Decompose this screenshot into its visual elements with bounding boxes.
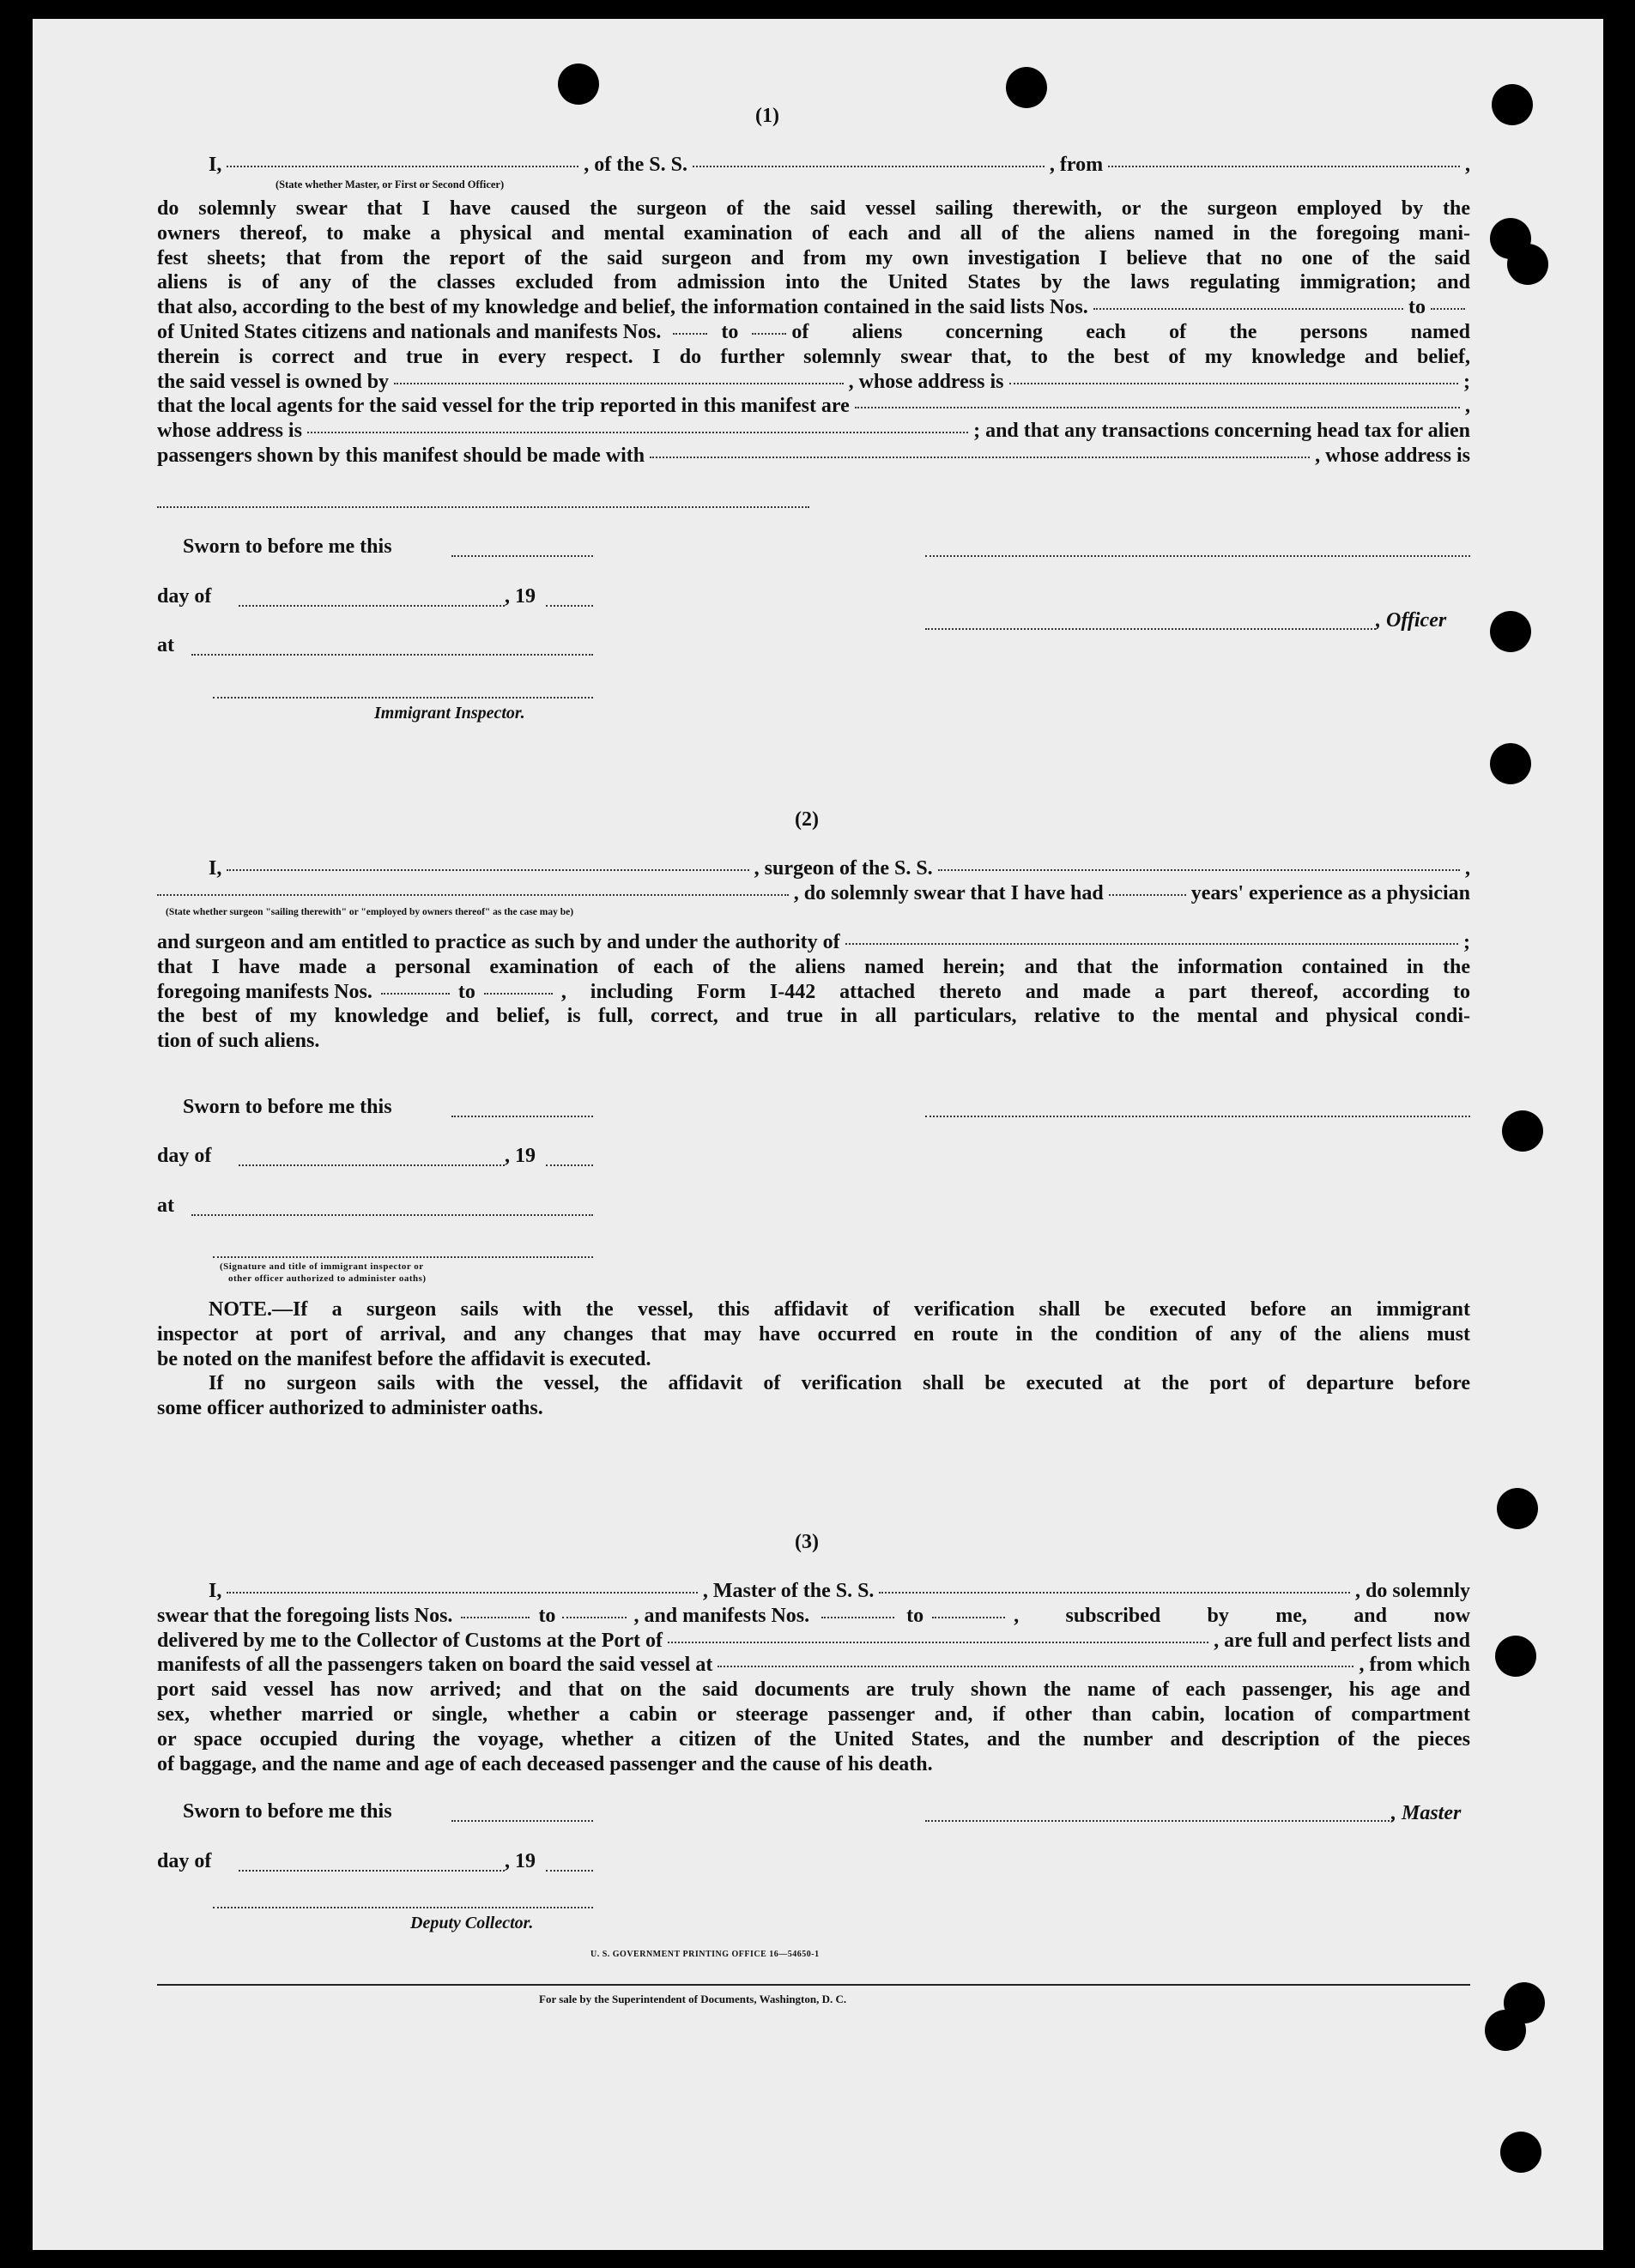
inspector-signature-field[interactable] bbox=[213, 697, 593, 699]
punch-hole bbox=[1502, 1110, 1543, 1152]
punch-hole bbox=[1485, 2010, 1526, 2051]
owner-address-field[interactable] bbox=[1009, 383, 1459, 384]
manifests-from-field[interactable] bbox=[673, 333, 707, 335]
surgeon-status-field[interactable] bbox=[157, 894, 789, 896]
sworn-date-field-2[interactable] bbox=[451, 1116, 593, 1117]
lists-from-field[interactable] bbox=[1093, 308, 1403, 310]
lists-to-field[interactable] bbox=[1431, 308, 1465, 310]
year-field[interactable] bbox=[546, 605, 593, 607]
punch-hole bbox=[1507, 244, 1548, 285]
officer-name-field[interactable] bbox=[227, 166, 578, 167]
punch-hole bbox=[1490, 743, 1531, 784]
head-tax-field[interactable] bbox=[650, 457, 1310, 458]
owner-field[interactable] bbox=[394, 383, 844, 384]
section-1-heading: (1) bbox=[755, 105, 779, 127]
section-1-line-1: I, , of the S. S. , from , bbox=[157, 153, 1470, 178]
master-label: , Master bbox=[1391, 1802, 1462, 1824]
surgeon-vessel-field[interactable] bbox=[938, 869, 1460, 871]
inspector-signature-field-2[interactable] bbox=[213, 1256, 593, 1258]
section-2-line-1: I, , surgeon of the S. S. , , do solemnly swear that I have had years' experience as a physician bbox=[157, 856, 1470, 906]
ss-label: , of the S. S. bbox=[584, 154, 687, 176]
officer-label: , Officer bbox=[1376, 609, 1447, 632]
port-field[interactable] bbox=[668, 1642, 1208, 1643]
year-field-3[interactable] bbox=[546, 1870, 593, 1872]
section-3-paragraph: I, , Master of the S. S. , do solemnly swear that the foregoing lists Nos. to , and manifests Nos. to , subscribed by me, and now delivered by me to the Collector of Customs at the Port of , are full and perfect lists and manifests of all the passengers taken on board the said vessel at , from which port said vessel has now arrived; and that on the said documents are truly shown the name of each passenger, his age and sex, whether married or single, whether a cabin or steerage passenger and, if other than cabin, location of compartment or space occupied during the voyage, whether a citizen of the United States, and the number and description of the pieces of baggage, and the name and age of each deceased passenger and the cause of his death. bbox=[157, 1580, 1470, 1775]
punch-hole bbox=[1500, 2132, 1541, 2173]
section-2-paragraph: and surgeon and am entitled to practice as such by and under the authority of ; that I have made a personal examination of each of the aliens named herein; and that the information contained in the foregoing manifests Nos. to , including Form I-442 attached thereto and made a part thereof, according to the best of my knowledge and belief, is full, correct, and true in all particulars, relative to the mental and physical condi- tion of such aliens. bbox=[157, 931, 1470, 1053]
officer-signature-field[interactable] bbox=[925, 555, 1470, 557]
punch-hole bbox=[1495, 1636, 1536, 1677]
surgeon-note: (State whether surgeon "sailing therewith" or "employed by owners thereof" as the case may be) bbox=[166, 907, 574, 917]
from-port-field[interactable] bbox=[1108, 166, 1460, 167]
officer-title-field[interactable] bbox=[925, 628, 1376, 630]
master-lists-to-field[interactable] bbox=[562, 1617, 627, 1618]
boarding-port-field[interactable] bbox=[718, 1666, 1353, 1667]
footer-rule bbox=[157, 1984, 1470, 1986]
manifests-to-field[interactable] bbox=[752, 333, 786, 335]
authority-field[interactable] bbox=[845, 943, 1458, 945]
form-page: (1) I, , of the S. S. , from , (State whether Master, or First or Second Officer) do solemnly swear that I have caused the surgeon of the said vessel sailing therewith, or the surgeon employed by the owners thereof, to make a physical and mental examination of each and all of the aliens named in the foregoing mani- fest sheets; that from the report of the said surgeon and from my own investigation I believe that no one of the said aliens is of any of the classes excluded from admission into the United States by the laws regulating immigration; and that also, according to the best of my knowledge and belief, the information contained in the said lists Nos. to of United States citizens and nationals and manifests Nos. to of aliens concerning each of the persons named therein is correct and true in every respect. I do further solemnly swear that, to the best of my knowledge and belief, the said vessel is owned by , whose address is ; that the local agents for the said vessel for the trip reported in this manifest are , whose address is ; and that any transactions concerning head tax for alien passengers shown by this manifest should be made with , whose address is Sworn to before me this day of , 19 , Officer at Immigrant Inspector. (2) I, , surgeon of the S. S. , , do solemnly swear that I have had years' experience as a physician (State whether surgeon "sailing therewith" or "employed by owners thereof" as the case may be) and surgeon and am entitled to practice as such by and under the authority of ; that I have made a personal examination of each of the aliens named herein; and that the information contained in the foregoing manifests Nos. to , including Form I-442 attached thereto and made a part thereof, according to the best of my knowledge and belief, is full, correct, and true in all particulars, relative to the mental and physical condi- tion of such aliens. Sworn to before me this day of , 19 at (Signature and title of immigrant inspector or other officer authorized to administer oaths) NOTE.—If a surgeon sails with the vessel, this affidavit of verification shall be executed before an immigrant inspector at port of arrival, and any changes that may have occurred en route in the condition of any of the aliens must be noted on the manifest before the affidavit is executed. If no surgeon sails with the vessel, the affidavit of verification shall be executed at the port of departure before some officer authorized to administer oaths. (3) I, , Master of the S. S. , do solemnly swear that the foregoing lists Nos. to , and manifests Nos. to , subscribed by me, and now delivered by me to the Collector of Customs at the Port of , are full and perfect lists and manifests of all the passengers taken on board the said vessel at , from which port said vessel has now arrived; and that on the said documents are truly shown the name of each passenger, his age and sex, whether married or single, whether a cabin or steerage passenger and, if other than cabin, location of compartment or space occupied during the voyage, whether a citizen of the United States, and the number and description of the pieces of baggage, and the name and age of each deceased passenger and the cause of his death. Sworn to before me this , Master day of , 19 Deputy Collector. U. S. GOVERNMENT PRINTING OFFICE 16—54650-1 For sale by the Superintendent of Documents, Washington, D. C. bbox=[33, 19, 1603, 2250]
section-2-heading: (2) bbox=[795, 808, 819, 831]
vessel-name-field[interactable] bbox=[693, 166, 1045, 167]
sworn-date-field[interactable] bbox=[451, 555, 593, 557]
month-field[interactable] bbox=[239, 605, 505, 607]
sworn-i-label: I, bbox=[209, 154, 222, 176]
surgeon-manifests-from-field[interactable] bbox=[381, 993, 450, 995]
head-tax-address-field[interactable] bbox=[157, 506, 809, 508]
at-field[interactable] bbox=[191, 654, 593, 656]
at-field-2[interactable] bbox=[191, 1214, 593, 1216]
punch-hole bbox=[1006, 67, 1047, 108]
year-field-2[interactable] bbox=[546, 1164, 593, 1166]
surgeon-name-field[interactable] bbox=[227, 869, 748, 871]
collector-signature-field[interactable] bbox=[213, 1907, 593, 1908]
collector-label: Deputy Collector. bbox=[410, 1914, 534, 1932]
master-manifests-to-field[interactable] bbox=[932, 1617, 1005, 1618]
punch-hole bbox=[1497, 1488, 1538, 1529]
master-lists-from-field[interactable] bbox=[461, 1617, 530, 1618]
surgeon-signature-field[interactable] bbox=[925, 1116, 1470, 1117]
punch-hole bbox=[558, 64, 599, 105]
officer-note: (State whether Master, or First or Second Officer) bbox=[276, 178, 505, 191]
master-name-field[interactable] bbox=[227, 1592, 698, 1594]
note-paragraph: NOTE.—If a surgeon sails with the vessel, this affidavit of verification shall be executed before an immigrant inspector at port of arrival, and any changes that may have occurred en route in the condition of any of the aliens must be noted on the manifest before the affidavit is executed. If no surgeon sails with the vessel, the affidavit of verification shall be executed at the port of departure before some officer authorized to administer oaths. bbox=[157, 1298, 1470, 1420]
month-field-3[interactable] bbox=[239, 1870, 505, 1872]
from-label: , from bbox=[1049, 154, 1104, 176]
agents-field[interactable] bbox=[855, 407, 1460, 408]
punch-hole bbox=[1492, 84, 1533, 125]
master-signature-field[interactable] bbox=[925, 1820, 1393, 1822]
section-3-heading: (3) bbox=[795, 1531, 819, 1553]
section-1-paragraph: do solemnly swear that I have caused the surgeon of the said vessel sailing therewith, or the surgeon employed by the owners thereof, to make a physical and mental examination of each and all of the aliens named in the foregoing mani- fest sheets; that from the report of the said surgeon and from my own investigation I believe that no one of the said aliens is of any of the classes excluded from admission into the United States by the laws regulating immigration; and that also, according to the best of my knowledge and belief, the information contained in the said lists Nos. to of United States citizens and nationals and manifests Nos. to of aliens concerning each of the persons named therein is correct and true in every respect. I do further solemnly swear that, to the best of my knowledge and belief, the said vessel is owned by , whose address is ; that the local agents for the said vessel for the trip reported in this manifest are , whose address is ; and that any transactions concerning head tax for alien passengers shown by this manifest should be made with , whose address is bbox=[157, 197, 1471, 467]
printing-office-line: U. S. GOVERNMENT PRINTING OFFICE 16—54650-1 bbox=[590, 1950, 820, 1959]
master-manifests-from-field[interactable] bbox=[821, 1617, 894, 1618]
agents-address-field[interactable] bbox=[307, 432, 968, 433]
sworn-date-field-3[interactable] bbox=[451, 1820, 593, 1822]
master-vessel-field[interactable] bbox=[879, 1592, 1350, 1594]
sale-line: For sale by the Superintendent of Documents, Washington, D. C. bbox=[539, 1993, 847, 2005]
inspector-label: Immigrant Inspector. bbox=[374, 704, 525, 723]
punch-hole bbox=[1490, 611, 1531, 652]
years-field[interactable] bbox=[1109, 894, 1186, 896]
sworn-label: Sworn to before me this bbox=[183, 535, 392, 558]
surgeon-manifests-to-field[interactable] bbox=[484, 993, 553, 995]
month-field-2[interactable] bbox=[239, 1164, 505, 1166]
